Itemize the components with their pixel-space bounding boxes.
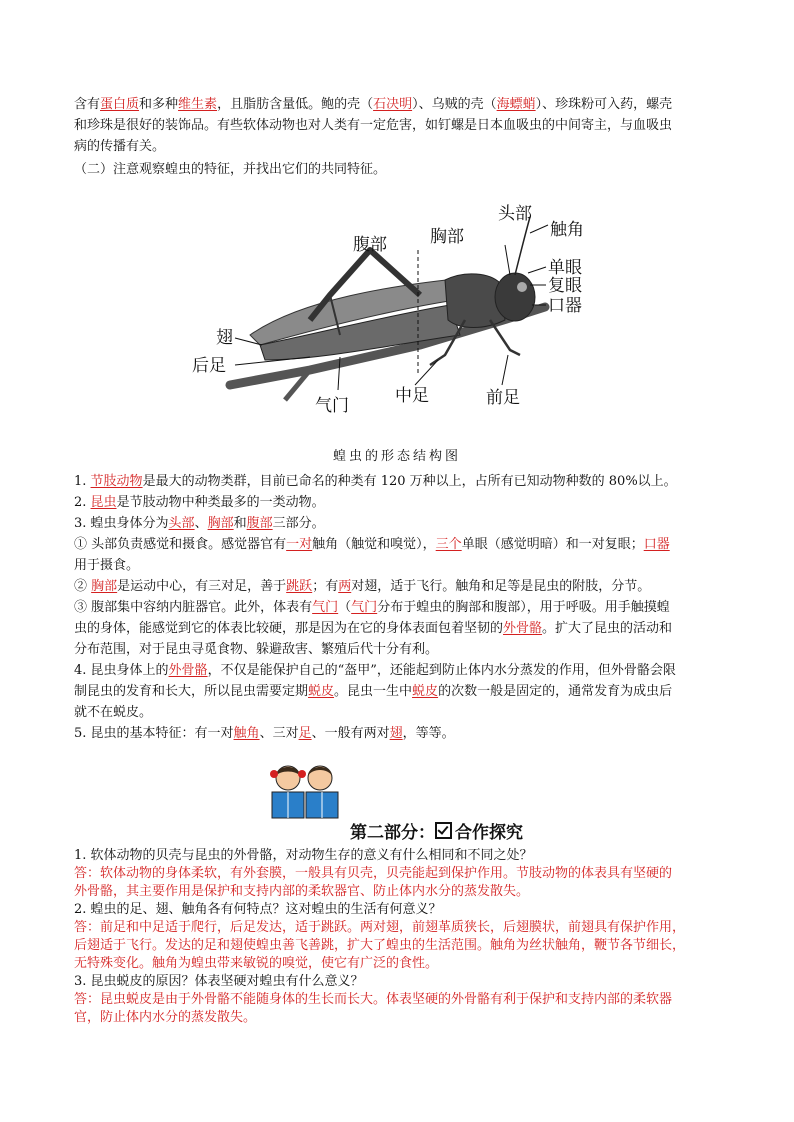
label-simple-eye: 单眼 [548, 258, 582, 278]
point-3-1-cont: 用于摄食。 [74, 558, 140, 573]
point-4: 4. 昆虫身体上的外骨骼，不仅是能保护自己的“盔甲”，还能起到防止体内水分蒸发的作用，但外骨骼会限 [74, 663, 676, 678]
answer-2-line-2: 后翅适于飞行。发达的足和翅使蝗虫善飞善跳，扩大了蝗虫的生活范围。触角为丝状触角，鞭节各节细长， [74, 938, 686, 953]
point-5: 5. 昆虫的基本特征：有一对触角、三对足、一般有两对翅，等等。 [74, 726, 455, 741]
answer-3-line-2: 官，防止体内水分的蒸发散失。 [74, 1010, 257, 1025]
label-compound-eye: 复眼 [548, 276, 582, 296]
point-4-cont-1: 制昆虫的发育和长大，所以昆虫需要定期蜕皮。昆虫一生中蜕皮的次数一般是固定的，通常发育为成虫后 [74, 684, 673, 699]
point-3-1: ① 头部负责感觉和摄食。感觉器官有一对触角（触觉和嗅觉），三个单眼（感觉明暗）和一对复眼；口器 [74, 537, 670, 552]
point-3-3: ③ 腹部集中容纳内脏器官。此外，体表有气门（气门分布于蝗虫的胸部和腹部），用于呼吸。用手触摸蝗 [74, 600, 670, 615]
intro-line-3: 病的传播有关。 [74, 139, 166, 154]
grasshopper-diagram [190, 195, 590, 420]
point-3-3-cont-2: 分布范围，对于昆虫寻觅食物、躲避敌害、繁殖后代十分有利。 [74, 642, 439, 657]
intro-line-1: 含有蛋白质和多种维生素，且脂肪含量低。鲍的壳（石决明）、乌贼的壳（海螵蛸）、珍珠粉可入药，螺壳 [74, 97, 673, 112]
label-fore-leg: 前足 [486, 388, 520, 408]
subsection-heading: （二）注意观察蝗虫的特征，并找出它们的共同特征。 [74, 162, 387, 177]
intro-line-2: 和珍珠是很好的装饰品。有些软体动物也对人类有一定危害，如钉螺是日本血吸虫的中间寄主，与血吸虫 [74, 118, 673, 133]
answer-1-line-1: 答：软体动物的身体柔软，有外套膜，一般具有贝壳，贝壳能起到保护作用。节肢动物的体表具有坚硬的 [74, 866, 673, 881]
point-3-2: ② 胸部是运动中心，有三对足，善于跳跃；有两对翅，适于飞行。触角和足等是昆虫的附肢，分节。 [74, 579, 651, 594]
kids-reading-icon [266, 762, 344, 824]
section-2-title: 第二部分： 合作探究 [350, 823, 523, 843]
answer-1-line-2: 外骨骼，其主要作用是保护和支持内部的柔软器官、防止体内水分的蒸发散失。 [74, 884, 530, 899]
answer-3-line-1: 答：昆虫蜕皮是由于外骨骼不能随身体的生长而长大。体表坚硬的外骨骼有利于保护和支持内部的柔软器 [74, 992, 673, 1007]
figure-caption: 蝗虫的形态结构图 [332, 449, 461, 464]
checkbox-icon [435, 822, 452, 839]
label-abdomen: 腹部 [353, 235, 387, 255]
label-head: 头部 [498, 204, 532, 224]
question-2: 2. 蝗虫的足、翅、触角各有何特点？这对蝗虫的生活有何意义？ [74, 902, 442, 917]
point-3: 3. 蝗虫身体分为头部、胸部和腹部三部分。 [74, 516, 325, 531]
label-thorax: 胸部 [430, 227, 464, 247]
grasshopper-illustration [230, 217, 545, 400]
question-1: 1. 软体动物的贝壳与昆虫的外骨骼，对动物生存的意义有什么相同和不同之处？ [74, 848, 533, 863]
label-mid-leg: 中足 [395, 386, 429, 406]
question-3: 3. 昆虫蜕皮的原因？体表坚硬对蝗虫有什么意义？ [74, 974, 364, 989]
label-wing: 翅 [216, 328, 233, 348]
point-3-3-cont-1: 虫的身体，能感觉到它的体表比较硬，那是因为在它的身体表面包着坚韧的外骨骼。扩大了昆虫的活动和 [74, 621, 673, 636]
label-spiracle: 气门 [315, 396, 349, 416]
answer-2-line-1: 答：前足和中足适于爬行，后足发达，适于跳跃。两对翅，前翅革质狭长，后翅膜状，前翅具有保护作用， [74, 920, 686, 935]
label-mouthparts: 口器 [548, 296, 582, 316]
label-antenna: 触角 [550, 220, 584, 240]
point-1: 1. 节肢动物是最大的动物类群，目前已命名的种类有 120 万种以上，占所有已知动物种数的 80%以上。 [74, 474, 677, 489]
point-2: 2. 昆虫是节肢动物中种类最多的一类动物。 [74, 495, 325, 510]
answer-2-line-3: 无特殊变化。触角为蝗虫带来敏锐的嗅觉，使它有广泛的食性。 [74, 956, 439, 971]
point-4-cont-2: 就不在蜕皮。 [74, 705, 153, 720]
label-hind-leg: 后足 [192, 356, 226, 376]
